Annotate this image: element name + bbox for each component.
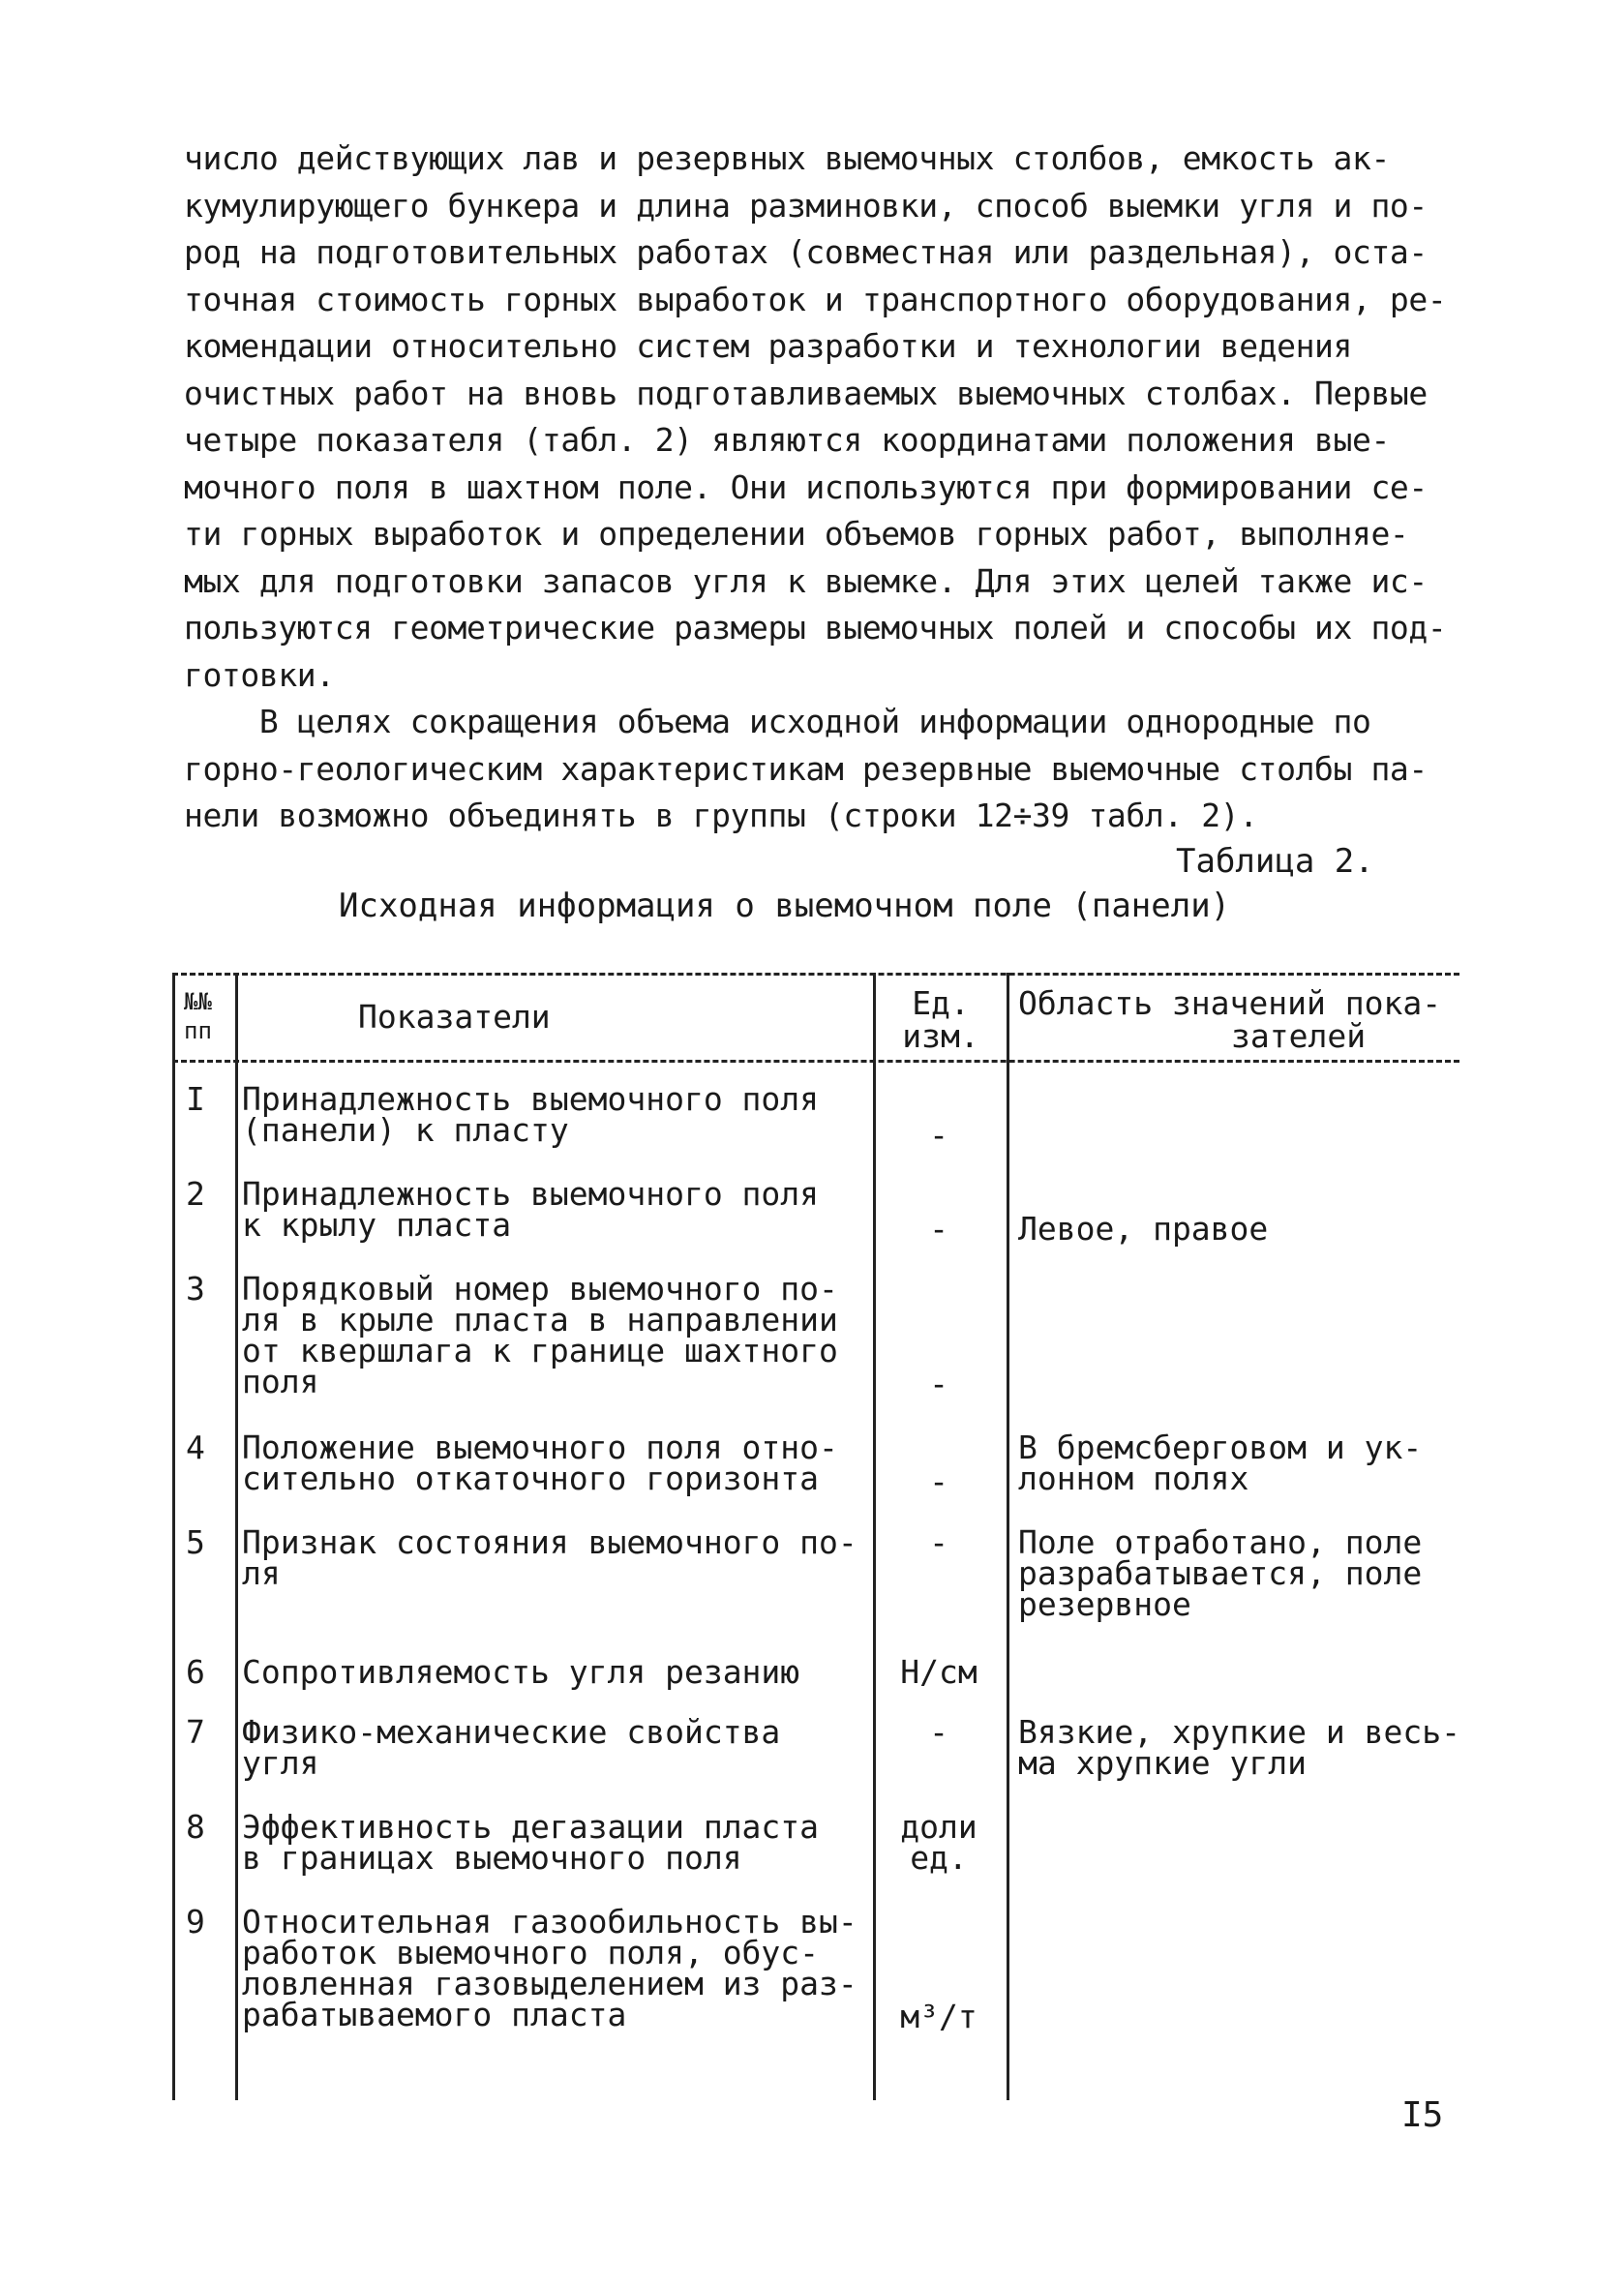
row-9-name [242,1903,857,2033]
row-2-unit: - [929,1210,948,1248]
text-line: В целях сокращения объема исходной информации однородные по [184,703,1371,740]
row-2-name [242,1175,820,1244]
table-top-rule [172,973,1459,976]
text-line: род на подготовительных работах (совместная или раздельная), оста- [184,233,1428,271]
header-text: пп [184,1017,212,1044]
table-header-rule [172,1060,1459,1063]
cell-line: Физико-механические свойства [242,1713,781,1751]
table-title: Исходная информация о выемочном поле (панели) [339,887,1231,925]
cell-line: поля [242,1363,319,1400]
row-8-num: 8 [186,1808,205,1846]
row-3-unit: - [929,1365,948,1402]
cell-line: Эффективность дегазации пласта [242,1808,820,1846]
text-line: очистных работ на вновь подготавливаемых выемочных столбах. Первые [184,374,1428,412]
row-2-range: Левое, правое [1018,1210,1269,1248]
cell-line: Принадлежность выемочного поля [242,1175,820,1213]
header-range [1018,984,1442,1055]
header-text: изм. [902,1017,979,1055]
cell-line: рабатываемого пласта [242,1996,627,2033]
row-7-unit: - [929,1713,948,1751]
text-line: нели возможно объединять в группы (строки 12÷39 табл. 2). [184,797,1258,834]
row-5-num: 5 [186,1523,205,1561]
table-left-rule [172,973,175,2100]
cell-line: В бремсберговом и ук- [1018,1429,1423,1466]
row-4-range [1018,1429,1423,1497]
cell-line: сительно откаточного горизонта [242,1459,820,1497]
text-line: мых для подготовки запасов угля к выемке. Для этих целей также ис- [184,561,1428,600]
text-line: кумулирующего бункера и длина разминовки, способ выемки угля и по- [184,186,1428,225]
header-name: Показатели [358,998,551,1036]
row-1-num: I [186,1080,205,1118]
cell-line: доли [900,1808,977,1846]
cell-line: в границах выемочного поля [242,1839,742,1877]
row-3-num: 3 [186,1270,205,1308]
header-text: Область значений пока- [1018,984,1442,1022]
cell-line: (панели) к пласту [242,1111,569,1149]
text-line: число действующих лав и резервных выемочных столбов, емкость ак- [184,139,1390,177]
text-line: комендации относительно систем разработки и технологии ведения [184,327,1352,365]
table-column-rule [235,973,238,2100]
row-5-name [242,1523,857,1592]
row-9-num: 9 [186,1903,205,1941]
cell-line: ма хрупкие угли [1018,1744,1308,1782]
cell-line: работок выемочного поля, обус- [242,1934,820,1971]
text-line: мочного поля в шахтном поле. Они используются при формировании се- [184,467,1428,506]
cell-line: резервное [1018,1585,1191,1623]
cell-line: Положение выемочного поля отно- [242,1429,838,1466]
row-6-unit: Н/см [900,1653,977,1691]
cell-line: ля в крыле пласта в направлении [242,1301,838,1339]
table-label: Таблица 2. [1176,842,1374,881]
row-7-name [242,1713,781,1782]
text-line: готовки. [184,655,335,694]
cell-line: лонном полях [1018,1459,1249,1497]
text-line: горно-геологическим характеристикам резервные выемочные столбы па- [184,749,1428,788]
row-6-num: 6 [186,1653,205,1691]
header-text: №№ [184,988,212,1015]
row-4-unit: - [929,1462,948,1500]
cell-line: Вязкие, хрупкие и весь- [1018,1713,1460,1751]
row-2-num: 2 [186,1175,205,1213]
row-1-name [242,1080,820,1149]
row-7-num: 7 [186,1713,205,1751]
row-8-unit [881,1808,997,1877]
header-text: зателей [1231,1017,1367,1055]
row-4-name [242,1429,838,1497]
row-9-unit: м³/т [900,1998,977,2035]
row-4-num: 4 [186,1429,205,1466]
cell-line: Поле отработано, поле [1018,1523,1423,1561]
header-num [184,987,212,1045]
row-7-range [1018,1713,1460,1782]
row-5-range [1018,1523,1423,1623]
row-5-unit: - [929,1523,948,1561]
header-unit [883,984,999,1055]
table-column-rule [1007,973,1009,2100]
cell-line: Принадлежность выемочного поля [242,1080,820,1118]
table-column-rule [873,973,876,2100]
text-line: точная стоимость горных выработок и транспортного оборудования, ре- [184,280,1447,318]
row-8-name [242,1808,820,1877]
header-text: Ед. [912,984,970,1022]
cell-line: угля [242,1744,319,1782]
row-1-unit: - [929,1116,948,1154]
cell-line: Признак состояния выемочного по- [242,1523,857,1561]
cell-line: Порядковый номер выемочного по- [242,1270,838,1308]
cell-line: Сопротивляемость угля резанию [242,1653,800,1691]
cell-line: к крылу пласта [242,1206,512,1244]
cell-line: разрабатывается, поле [1018,1554,1423,1592]
text-line: ти горных выработок и определении объемов горных работ, выполняе- [184,515,1409,553]
cell-line: ед. [910,1839,968,1877]
cell-line: ля [242,1554,281,1592]
cell-line: ловленная газовыделением из раз- [242,1965,857,2002]
cell-line: Относительная газообильность вы- [242,1903,857,1941]
text-line: пользуются геометрические размеры выемочных полей и способы их под- [184,609,1447,647]
row-3-name [242,1270,838,1400]
text-line: четыре показателя (табл. 2) являются координатами положения вые- [184,421,1390,459]
page-number: I5 [1401,2095,1444,2135]
row-6-name [242,1653,800,1691]
cell-line: от квершлага к границе шахтного [242,1332,838,1369]
